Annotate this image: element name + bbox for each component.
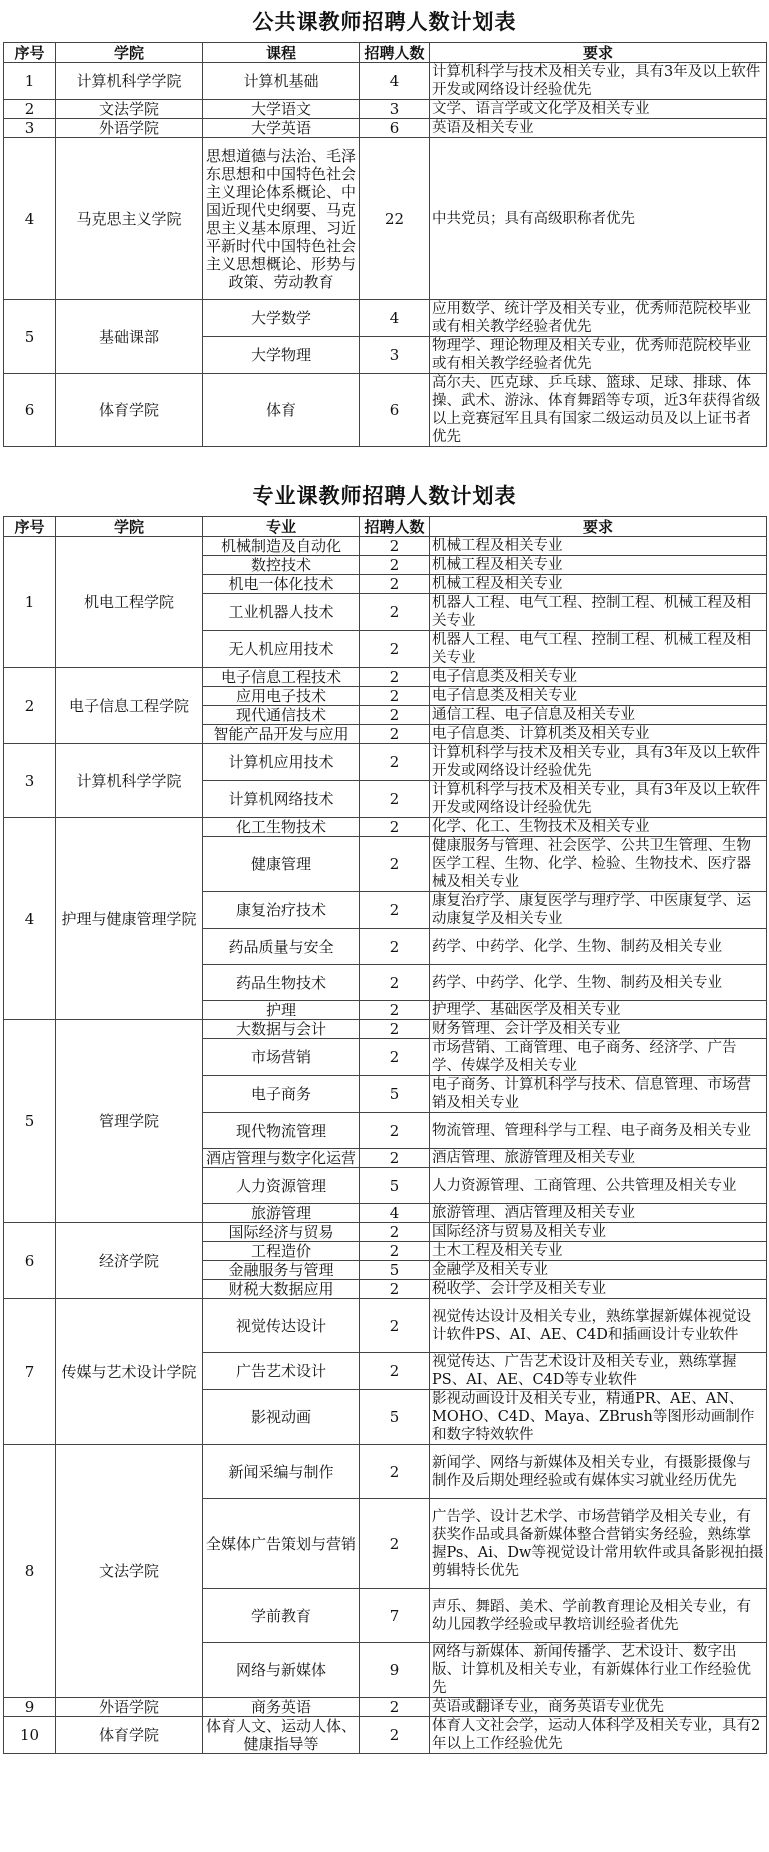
course-name: 大学语文 — [203, 100, 360, 119]
row-number: 8 — [4, 1445, 56, 1698]
requirement-text: 旅游管理、酒店管理及相关专业 — [430, 1204, 767, 1223]
requirement-text: 康复治疗学、康复医学与理疗学、中医康复学、运动康复学及相关专业 — [430, 892, 767, 929]
row-number: 10 — [4, 1717, 56, 1754]
college-name: 电子信息工程学院 — [56, 668, 203, 744]
course-name: 全媒体广告策划与营销 — [203, 1499, 360, 1589]
course-name: 思想道德与法治、毛泽东思想和中国特色社会主义理论体系概论、中国近现代史纲要、马克思主义基本原理、习近平新时代中国特色社会主义思想概论、形势与政策、劳动教育 — [203, 138, 360, 300]
hiring-count: 2 — [360, 1499, 430, 1589]
row-number: 5 — [4, 300, 56, 374]
hiring-count: 2 — [360, 687, 430, 706]
college-name: 传媒与艺术设计学院 — [56, 1299, 203, 1445]
hiring-count: 22 — [360, 138, 430, 300]
course-name: 机械制造及自动化 — [203, 537, 360, 556]
row-number: 7 — [4, 1299, 56, 1445]
professional-course-table — [3, 516, 767, 1754]
hiring-count: 2 — [360, 1445, 430, 1499]
hiring-count: 2 — [360, 668, 430, 687]
course-name: 应用电子技术 — [203, 687, 360, 706]
course-name: 影视动画 — [203, 1390, 360, 1445]
course-name: 旅游管理 — [203, 1204, 360, 1223]
table-row — [4, 818, 767, 837]
college-name: 文法学院 — [56, 1445, 203, 1698]
header-requirement: 要求 — [430, 517, 767, 537]
requirement-text: 通信工程、电子信息及相关专业 — [430, 706, 767, 725]
row-number: 6 — [4, 1223, 56, 1299]
hiring-count: 2 — [360, 575, 430, 594]
requirement-text: 广告学、设计艺术学、市场营销学及相关专业，有获奖作品或具备新媒体整合营销实务经验，熟练掌握Ps、Ai、Dw等视觉设计常用软件或具备影视拍摄剪辑特长优先 — [430, 1499, 767, 1589]
requirement-text: 酒店管理、旅游管理及相关专业 — [430, 1149, 767, 1168]
hiring-count: 7 — [360, 1589, 430, 1643]
course-name: 护理 — [203, 1001, 360, 1020]
requirement-text: 市场营销、工商管理、电子商务、经济学、广告学、传媒学及相关专业 — [430, 1039, 767, 1076]
course-name: 电子信息工程技术 — [203, 668, 360, 687]
course-name: 工程造价 — [203, 1242, 360, 1261]
hiring-count: 2 — [360, 1698, 430, 1717]
hiring-count: 2 — [360, 556, 430, 575]
hiring-count: 2 — [360, 1039, 430, 1076]
requirement-text: 电子商务、计算机科学与技术、信息管理、市场营销及相关专业 — [430, 1076, 767, 1113]
header-no: 序号 — [4, 43, 56, 63]
college-name: 外语学院 — [56, 1698, 203, 1717]
hiring-count: 5 — [360, 1261, 430, 1280]
requirement-text: 物流管理、管理科学与工程、电子商务及相关专业 — [430, 1113, 767, 1149]
table-row — [4, 300, 767, 337]
course-name: 学前教育 — [203, 1589, 360, 1643]
requirement-text: 电子信息类、计算机类及相关专业 — [430, 725, 767, 744]
table-row — [4, 119, 767, 138]
hiring-count: 2 — [360, 781, 430, 818]
college-name: 机电工程学院 — [56, 537, 203, 668]
requirement-text: 机械工程及相关专业 — [430, 575, 767, 594]
course-name: 体育人文、运动人体、健康指导等 — [203, 1717, 360, 1754]
table-row — [4, 1299, 767, 1353]
college-name: 外语学院 — [56, 119, 203, 138]
row-number: 5 — [4, 1020, 56, 1223]
course-name: 网络与新媒体 — [203, 1643, 360, 1698]
hiring-count: 3 — [360, 100, 430, 119]
hiring-count: 4 — [360, 1204, 430, 1223]
course-name: 计算机应用技术 — [203, 744, 360, 781]
hiring-count: 2 — [360, 1149, 430, 1168]
course-name: 大学数学 — [203, 300, 360, 337]
requirement-text: 新闻学、网络与新媒体及相关专业，有摄影摄像与制作及后期处理经验或有媒体实习就业经历优先 — [430, 1445, 767, 1499]
hiring-count: 2 — [360, 818, 430, 837]
requirement-text: 护理学、基础医学及相关专业 — [430, 1001, 767, 1020]
requirement-text: 计算机科学与技术及相关专业，具有3年及以上软件开发或网络设计经验优先 — [430, 781, 767, 818]
row-number: 3 — [4, 119, 56, 138]
requirement-text: 化学、化工、生物技术及相关专业 — [430, 818, 767, 837]
requirement-text: 应用数学、统计学及相关专业，优秀师范院校毕业或有相关教学经验者优先 — [430, 300, 767, 337]
row-number: 1 — [4, 537, 56, 668]
hiring-count: 2 — [360, 1299, 430, 1353]
requirement-text: 机器人工程、电气工程、控制工程、机械工程及相关专业 — [430, 594, 767, 631]
public-course-table — [3, 42, 767, 447]
course-name: 现代通信技术 — [203, 706, 360, 725]
requirement-text: 计算机科学与技术及相关专业，具有3年及以上软件开发或网络设计经验优先 — [430, 63, 767, 100]
course-name: 人力资源管理 — [203, 1168, 360, 1204]
course-name: 金融服务与管理 — [203, 1261, 360, 1280]
course-name: 智能产品开发与应用 — [203, 725, 360, 744]
requirement-text: 金融学及相关专业 — [430, 1261, 767, 1280]
table-row — [4, 63, 767, 100]
college-name: 计算机科学学院 — [56, 744, 203, 818]
hiring-count: 2 — [360, 744, 430, 781]
hiring-count: 2 — [360, 1717, 430, 1754]
course-name: 现代物流管理 — [203, 1113, 360, 1149]
requirement-text: 高尔夫、匹克球、乒乓球、篮球、足球、排球、体操、武术、游泳、体育舞蹈等专项，近3年获得省级以上竞赛冠军且具有国家二级运动员及以上证书者优先 — [430, 374, 767, 447]
hiring-count: 2 — [360, 837, 430, 892]
course-name: 商务英语 — [203, 1698, 360, 1717]
course-name: 财税大数据应用 — [203, 1280, 360, 1299]
hiring-count: 2 — [360, 1001, 430, 1020]
table-row — [4, 1698, 767, 1717]
college-name: 体育学院 — [56, 374, 203, 447]
requirement-text: 影视动画设计及相关专业，精通PR、AE、AN、MOHO、C4D、Maya、ZBrush等图形动画制作和数字特效软件 — [430, 1390, 767, 1445]
course-name: 市场营销 — [203, 1039, 360, 1076]
requirement-text: 网络与新媒体、新闻传播学、艺术设计、数字出版、计算机及相关专业，有新媒体行业工作经验优先 — [430, 1643, 767, 1698]
course-name: 计算机网络技术 — [203, 781, 360, 818]
requirement-text: 视觉传达、广告艺术设计及相关专业，熟练掌握PS、AI、AE、C4D等专业软件 — [430, 1353, 767, 1390]
hiring-count: 2 — [360, 965, 430, 1001]
course-name: 视觉传达设计 — [203, 1299, 360, 1353]
requirement-text: 电子信息类及相关专业 — [430, 668, 767, 687]
college-name: 马克思主义学院 — [56, 138, 203, 300]
requirement-text: 机械工程及相关专业 — [430, 556, 767, 575]
hiring-count: 5 — [360, 1076, 430, 1113]
requirement-text: 中共党员；具有高级职称者优先 — [430, 138, 767, 300]
hiring-count: 2 — [360, 594, 430, 631]
requirement-text: 电子信息类及相关专业 — [430, 687, 767, 706]
professional-table-title: 专业课教师招聘人数计划表 — [252, 483, 517, 508]
table-row — [4, 138, 767, 300]
requirement-text: 体育人文社会学，运动人体科学及相关专业，具有2年以上工作经验优先 — [430, 1717, 767, 1754]
course-name: 大学英语 — [203, 119, 360, 138]
header-requirement: 要求 — [430, 43, 767, 63]
college-name: 护理与健康管理学院 — [56, 818, 203, 1020]
row-number: 4 — [4, 138, 56, 300]
college-name: 计算机科学学院 — [56, 63, 203, 100]
requirement-text: 药学、中药学、化学、生物、制药及相关专业 — [430, 929, 767, 965]
hiring-count: 2 — [360, 1113, 430, 1149]
requirement-text: 财务管理、会计学及相关专业 — [430, 1020, 767, 1039]
table-row — [4, 1445, 767, 1499]
college-name: 基础课部 — [56, 300, 203, 374]
hiring-count: 2 — [360, 1353, 430, 1390]
hiring-count: 2 — [360, 631, 430, 668]
requirement-text: 国际经济与贸易及相关专业 — [430, 1223, 767, 1242]
row-number: 2 — [4, 100, 56, 119]
table-row — [4, 744, 767, 781]
hiring-count: 3 — [360, 337, 430, 374]
course-name: 体育 — [203, 374, 360, 447]
requirement-text: 机械工程及相关专业 — [430, 537, 767, 556]
course-name: 国际经济与贸易 — [203, 1223, 360, 1242]
header-count: 招聘人数 — [360, 517, 430, 537]
header-count: 招聘人数 — [360, 43, 430, 63]
requirement-text: 声乐、舞蹈、美术、学前教育理论及相关专业，有幼儿园教学经验或早教培训经验者优先 — [430, 1589, 767, 1643]
hiring-count: 2 — [360, 706, 430, 725]
requirement-text: 健康服务与管理、社会医学、公共卫生管理、生物医学工程、生物、化学、检验、生物技术、医疗器械及相关专业 — [430, 837, 767, 892]
hiring-count: 4 — [360, 300, 430, 337]
course-name: 大数据与会计 — [203, 1020, 360, 1039]
requirement-text: 计算机科学与技术及相关专业，具有3年及以上软件开发或网络设计经验优先 — [430, 744, 767, 781]
hiring-count: 5 — [360, 1390, 430, 1445]
hiring-count: 2 — [360, 725, 430, 744]
course-name: 工业机器人技术 — [203, 594, 360, 631]
requirement-text: 人力资源管理、工商管理、公共管理及相关专业 — [430, 1168, 767, 1204]
table-row — [4, 374, 767, 447]
course-name: 电子商务 — [203, 1076, 360, 1113]
public-table-title: 公共课教师招聘人数计划表 — [252, 9, 517, 34]
course-name: 新闻采编与制作 — [203, 1445, 360, 1499]
requirement-text: 视觉传达设计及相关专业，熟练掌握新媒体视觉设计软件PS、AI、AE、C4D和插画设计专业软件 — [430, 1299, 767, 1353]
course-name: 计算机基础 — [203, 63, 360, 100]
requirement-text: 物理学、理论物理及相关专业，优秀师范院校毕业或有相关教学经验者优先 — [430, 337, 767, 374]
course-name: 康复治疗技术 — [203, 892, 360, 929]
row-number: 4 — [4, 818, 56, 1020]
header-course: 课程 — [203, 43, 360, 63]
hiring-count: 2 — [360, 1280, 430, 1299]
hiring-count: 2 — [360, 1223, 430, 1242]
course-name: 酒店管理与数字化运营 — [203, 1149, 360, 1168]
hiring-count: 9 — [360, 1643, 430, 1698]
public-header-row — [4, 43, 767, 63]
row-number: 6 — [4, 374, 56, 447]
course-name: 药品生物技术 — [203, 965, 360, 1001]
course-name: 药品质量与安全 — [203, 929, 360, 965]
header-college: 学院 — [56, 43, 203, 63]
requirement-text: 文学、语言学或文化学及相关专业 — [430, 100, 767, 119]
table-row — [4, 537, 767, 556]
requirement-text: 税收学、会计学及相关专业 — [430, 1280, 767, 1299]
course-name: 大学物理 — [203, 337, 360, 374]
college-name: 体育学院 — [56, 1717, 203, 1754]
header-major: 专业 — [203, 517, 360, 537]
college-name: 文法学院 — [56, 100, 203, 119]
header-college: 学院 — [56, 517, 203, 537]
requirement-text: 土木工程及相关专业 — [430, 1242, 767, 1261]
requirement-text: 机器人工程、电气工程、控制工程、机械工程及相关专业 — [430, 631, 767, 668]
header-no: 序号 — [4, 517, 56, 537]
course-name: 数控技术 — [203, 556, 360, 575]
hiring-count: 6 — [360, 374, 430, 447]
table-row — [4, 1717, 767, 1754]
hiring-count: 6 — [360, 119, 430, 138]
table-row — [4, 668, 767, 687]
course-name: 无人机应用技术 — [203, 631, 360, 668]
hiring-count: 2 — [360, 1242, 430, 1261]
requirement-text: 英语及相关专业 — [430, 119, 767, 138]
hiring-count: 5 — [360, 1168, 430, 1204]
hiring-count: 2 — [360, 1020, 430, 1039]
hiring-count: 2 — [360, 929, 430, 965]
row-number: 1 — [4, 63, 56, 100]
course-name: 健康管理 — [203, 837, 360, 892]
course-name: 广告艺术设计 — [203, 1353, 360, 1390]
row-number: 2 — [4, 668, 56, 744]
course-name: 化工生物技术 — [203, 818, 360, 837]
table-row — [4, 1223, 767, 1242]
table-row — [4, 100, 767, 119]
requirement-text: 药学、中药学、化学、生物、制药及相关专业 — [430, 965, 767, 1001]
hiring-count: 2 — [360, 537, 430, 556]
professional-header-row — [4, 517, 767, 537]
course-name: 机电一体化技术 — [203, 575, 360, 594]
hiring-count: 2 — [360, 892, 430, 929]
row-number: 3 — [4, 744, 56, 818]
hiring-count: 4 — [360, 63, 430, 100]
college-name: 管理学院 — [56, 1020, 203, 1223]
table-row — [4, 1020, 767, 1039]
row-number: 9 — [4, 1698, 56, 1717]
requirement-text: 英语或翻译专业，商务英语专业优先 — [430, 1698, 767, 1717]
college-name: 经济学院 — [56, 1223, 203, 1299]
